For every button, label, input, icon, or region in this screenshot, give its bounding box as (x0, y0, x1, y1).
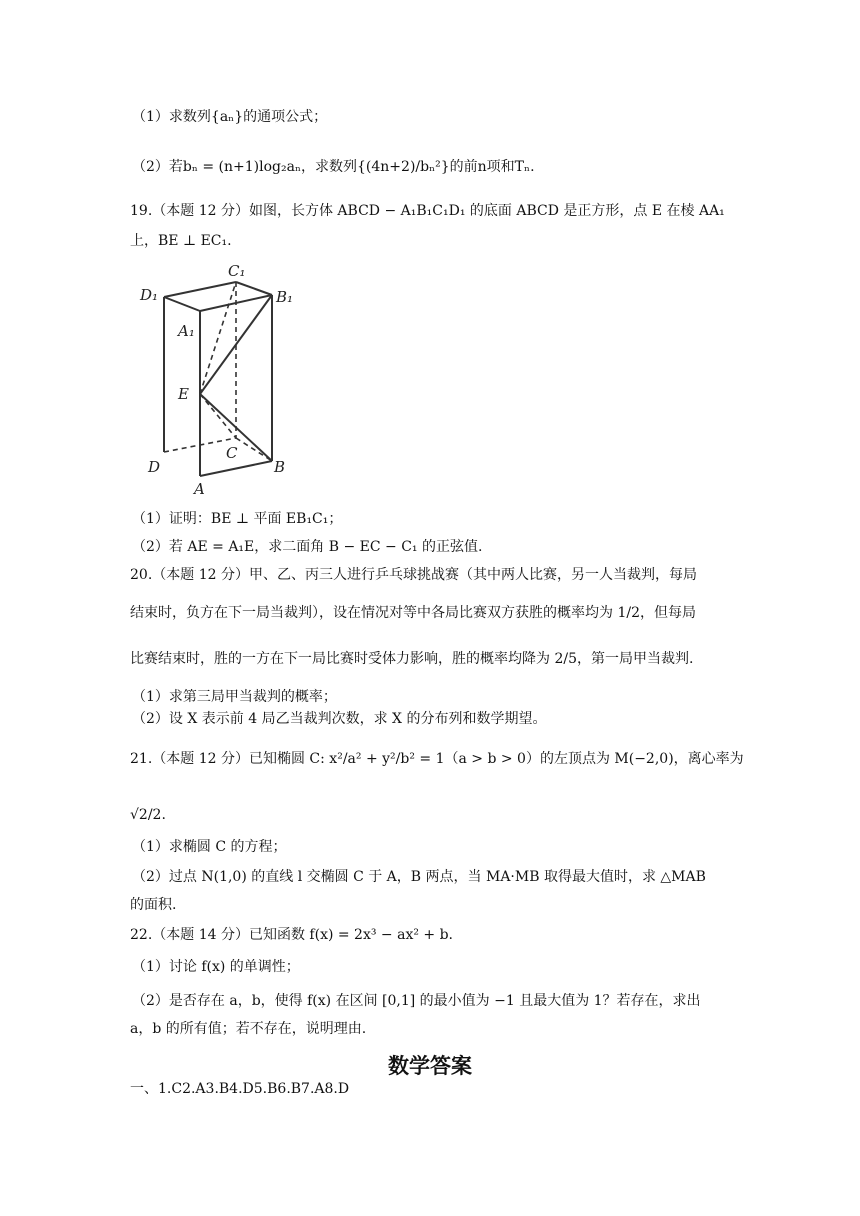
q19-stem-line2: 上，BE ⊥ EC₁. (130, 233, 232, 249)
q20-line1: 20.（本题 12 分）甲、乙、丙三人进行乒乓球挑战赛（其中两人比赛，另一人当裁判，每局 (130, 567, 697, 583)
label-B: B (274, 458, 286, 476)
cuboid-figure (138, 262, 298, 498)
q22-part-2-cont: a，b 的所有值；若不存在，说明理由. (130, 1021, 367, 1037)
q19-part-1: （1）证明：BE ⊥ 平面 EB₁C₁； (132, 511, 343, 527)
q22-part-1: （1）讨论 f(x) 的单调性； (132, 959, 300, 975)
label-B1: B₁ (276, 288, 294, 306)
label-C1: C₁ (228, 262, 246, 280)
q22-line1: 22.（本题 14 分）已知函数 f(x) = 2x³ − ax² + b. (130, 927, 454, 943)
q20-part-1: （1）求第三局甲当裁判的概率； (132, 689, 337, 705)
label-E: E (178, 385, 189, 403)
label-D1: D₁ (140, 286, 159, 304)
label-A1: A₁ (178, 322, 195, 340)
answers-title: 数学答案 (388, 1054, 472, 1078)
q20-part-2: （2）设 X 表示前 4 局乙当裁判次数，求 X 的分布列和数学期望。 (132, 711, 547, 727)
q19-part-2: （2）若 AE = A₁E，求二面角 B − EC − C₁ 的正弦值. (132, 539, 483, 555)
q21-part-2-cont: 的面积. (130, 897, 177, 913)
label-C: C (226, 444, 238, 462)
q21-part-2: （2）过点 N(1,0) 的直线 l 交椭圆 C 于 A，B 两点，当 MA·MB 取得最大值时，求 △MAB (132, 869, 706, 885)
q20-line2: 结束时，负方在下一局当裁判），设在情况对等中各局比赛双方获胜的概率均为 1/2，但每局 (130, 605, 696, 621)
q20-line3: 比赛结束时，胜的一方在下一局比赛时受体力影响，胜的概率均降为 2/5，第一局甲当裁判. (130, 651, 694, 667)
q19-stem-line1: 19.（本题 12 分）如图，长方体 ABCD − A₁B₁C₁D₁ 的底面 ABCD 是正方形，点 E 在棱 AA₁ (130, 203, 725, 219)
label-A: A (194, 480, 205, 498)
answers-line1: 一、1.C2.A3.B4.D5.B6.B7.A8.D (130, 1081, 350, 1097)
q18-part-2: （2）若bₙ = (n+1)log₂aₙ，求数列{(4n+2)/bₙ²}的前n项和Tₙ. (132, 159, 535, 175)
q21-line1: 21.（本题 12 分）已知椭圆 C: x²/a² + y²/b² = 1（a > b > 0）的左顶点为 M(−2,0)，离心率为 (130, 751, 744, 767)
q21-part-1: （1）求椭圆 C 的方程； (132, 839, 287, 855)
q18-part-1: （1）求数列{aₙ}的通项公式； (132, 109, 328, 125)
q22-part-2: （2）是否存在 a，b，使得 f(x) 在区间 [0,1] 的最小值为 −1 且最大值为 1？若存在，求出 (132, 993, 701, 1009)
q21-line2: √2/2. (130, 807, 166, 823)
label-D: D (148, 458, 161, 476)
